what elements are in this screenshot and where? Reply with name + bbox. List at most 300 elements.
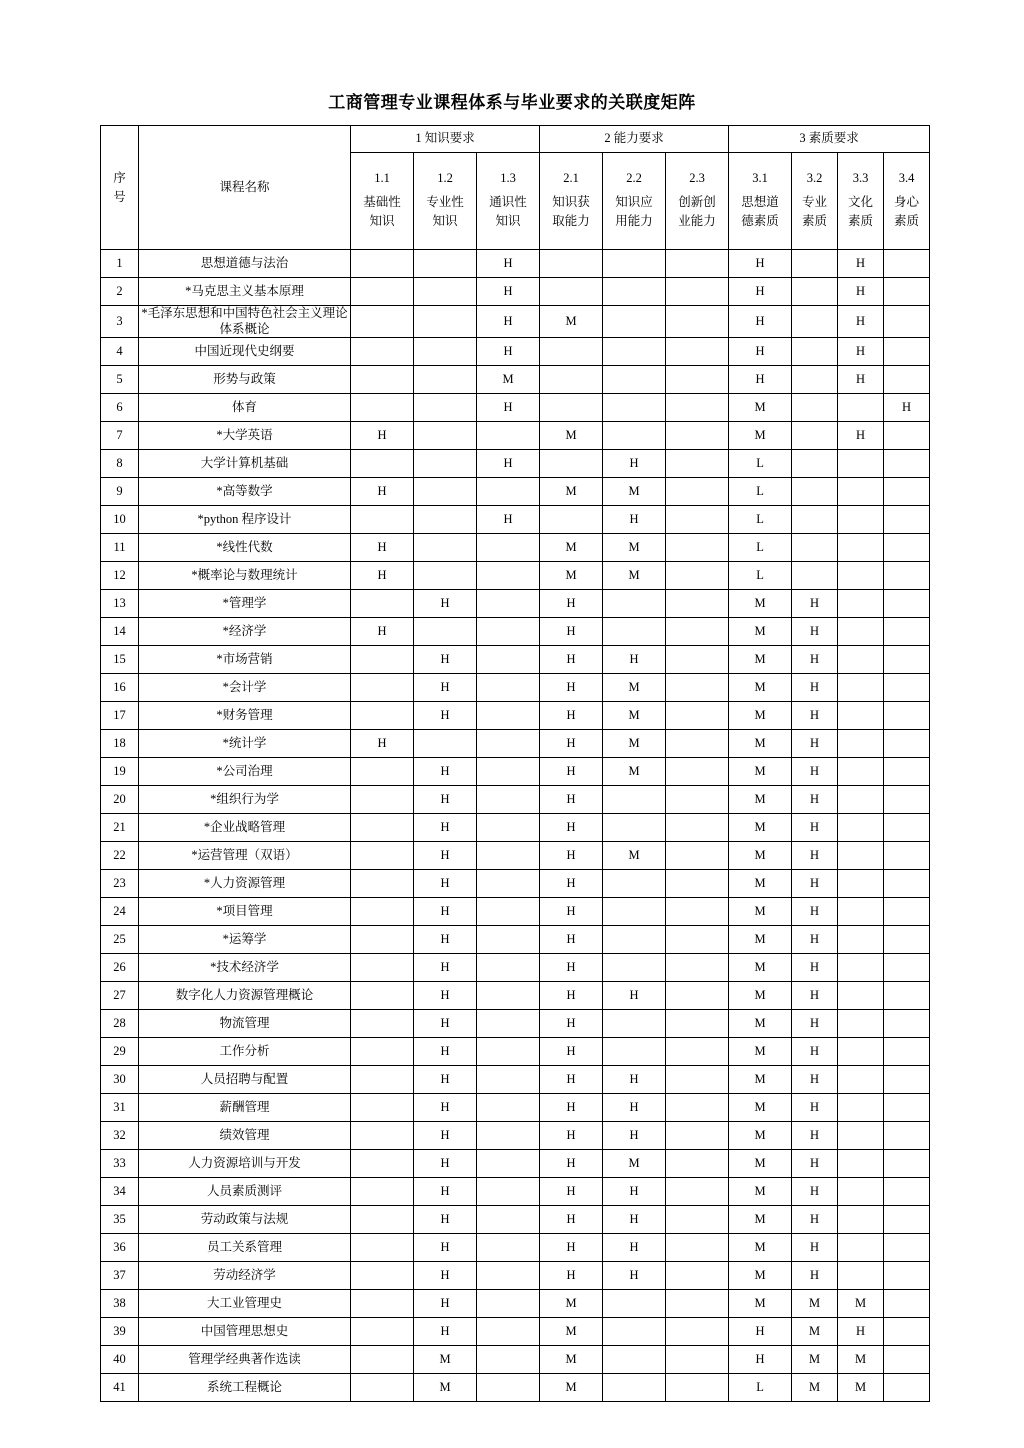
- row-value-cell: [792, 450, 838, 478]
- row-course-name: *大学英语: [139, 422, 351, 450]
- row-value-cell: [792, 366, 838, 394]
- row-value-cell: [351, 674, 414, 702]
- row-value-cell: [792, 562, 838, 590]
- row-value-cell: H: [540, 870, 603, 898]
- row-value-cell: [792, 278, 838, 306]
- row-value-cell: [351, 1122, 414, 1150]
- row-value-cell: H: [603, 646, 666, 674]
- row-value-cell: [414, 394, 477, 422]
- row-value-cell: H: [414, 842, 477, 870]
- row-value-cell: [603, 1318, 666, 1346]
- row-value-cell: [477, 814, 540, 842]
- row-value-cell: [477, 618, 540, 646]
- row-value-cell: [884, 1038, 930, 1066]
- row-value-cell: M: [603, 702, 666, 730]
- row-value-cell: H: [792, 618, 838, 646]
- table-row: [101, 674, 930, 702]
- row-value-cell: [603, 786, 666, 814]
- row-index: 30: [101, 1066, 139, 1094]
- row-value-cell: H: [414, 926, 477, 954]
- row-value-cell: [351, 786, 414, 814]
- row-value-cell: [838, 1150, 884, 1178]
- row-value-cell: [838, 1234, 884, 1262]
- row-value-cell: [666, 422, 729, 450]
- row-value-cell: H: [414, 1038, 477, 1066]
- row-value-cell: [838, 646, 884, 674]
- row-value-cell: [884, 1066, 930, 1094]
- row-value-cell: H: [792, 926, 838, 954]
- row-value-cell: H: [540, 758, 603, 786]
- header-col-2-1: 2.1 知识获 取能力: [540, 153, 603, 250]
- row-value-cell: M: [729, 926, 792, 954]
- row-value-cell: [792, 534, 838, 562]
- row-value-cell: [838, 590, 884, 618]
- row-value-cell: H: [792, 1234, 838, 1262]
- row-value-cell: H: [792, 814, 838, 842]
- row-value-cell: [351, 1290, 414, 1318]
- row-value-cell: [884, 646, 930, 674]
- row-value-cell: [838, 394, 884, 422]
- row-value-cell: [477, 758, 540, 786]
- row-value-cell: [603, 898, 666, 926]
- header-index: [101, 126, 139, 250]
- row-value-cell: [666, 646, 729, 674]
- row-value-cell: [351, 366, 414, 394]
- row-value-cell: H: [603, 1178, 666, 1206]
- table-row: [101, 562, 930, 590]
- row-value-cell: [603, 1010, 666, 1038]
- row-course-name: *管理学: [139, 590, 351, 618]
- row-value-cell: [351, 646, 414, 674]
- row-value-cell: [351, 306, 414, 338]
- table-row: [101, 534, 930, 562]
- row-value-cell: [540, 394, 603, 422]
- row-index: 23: [101, 870, 139, 898]
- row-value-cell: [666, 814, 729, 842]
- row-value-cell: [477, 730, 540, 758]
- row-course-name: *技术经济学: [139, 954, 351, 982]
- row-value-cell: [884, 534, 930, 562]
- row-value-cell: H: [603, 1262, 666, 1290]
- row-value-cell: [666, 278, 729, 306]
- page-title: 工商管理专业课程体系与毕业要求的关联度矩阵: [328, 93, 696, 112]
- table-row: [101, 1038, 930, 1066]
- row-value-cell: M: [729, 758, 792, 786]
- table-row: [101, 306, 930, 338]
- row-value-cell: [666, 1038, 729, 1066]
- row-value-cell: M: [729, 898, 792, 926]
- row-value-cell: [477, 702, 540, 730]
- table-row: [101, 366, 930, 394]
- row-value-cell: [666, 1346, 729, 1374]
- row-value-cell: M: [603, 478, 666, 506]
- row-value-cell: H: [540, 702, 603, 730]
- row-value-cell: [666, 1318, 729, 1346]
- row-value-cell: [603, 366, 666, 394]
- group-header-row: [101, 126, 930, 153]
- row-value-cell: [477, 898, 540, 926]
- row-course-name: 中国管理思想史: [139, 1318, 351, 1346]
- row-value-cell: H: [414, 1318, 477, 1346]
- row-course-name: *人力资源管理: [139, 870, 351, 898]
- row-value-cell: H: [414, 954, 477, 982]
- row-value-cell: [603, 278, 666, 306]
- row-value-cell: [351, 926, 414, 954]
- row-value-cell: M: [729, 1066, 792, 1094]
- row-value-cell: H: [414, 1122, 477, 1150]
- row-value-cell: H: [540, 842, 603, 870]
- header-col-1-3: 1.3 通识性 知识: [477, 153, 540, 250]
- row-value-cell: [666, 898, 729, 926]
- row-value-cell: M: [729, 1038, 792, 1066]
- row-value-cell: H: [540, 674, 603, 702]
- row-value-cell: H: [540, 786, 603, 814]
- row-value-cell: [838, 898, 884, 926]
- row-value-cell: [477, 1038, 540, 1066]
- row-value-cell: [666, 702, 729, 730]
- row-value-cell: H: [792, 982, 838, 1010]
- row-value-cell: H: [603, 1066, 666, 1094]
- row-course-name: *概率论与数理统计: [139, 562, 351, 590]
- row-value-cell: [477, 674, 540, 702]
- row-value-cell: M: [729, 786, 792, 814]
- row-value-cell: H: [838, 306, 884, 338]
- table-row: [101, 870, 930, 898]
- row-value-cell: M: [729, 646, 792, 674]
- row-value-cell: [414, 278, 477, 306]
- row-course-name: 数字化人力资源管理概论: [139, 982, 351, 1010]
- table-row: [101, 926, 930, 954]
- row-value-cell: [838, 534, 884, 562]
- row-value-cell: [666, 534, 729, 562]
- row-value-cell: [666, 590, 729, 618]
- row-course-name: 薪酬管理: [139, 1094, 351, 1122]
- row-value-cell: [838, 478, 884, 506]
- row-course-name: 物流管理: [139, 1010, 351, 1038]
- table-row: [101, 1150, 930, 1178]
- row-index: 20: [101, 786, 139, 814]
- table-row: [101, 450, 930, 478]
- row-value-cell: H: [792, 646, 838, 674]
- row-value-cell: H: [477, 394, 540, 422]
- row-value-cell: M: [603, 758, 666, 786]
- row-value-cell: [666, 842, 729, 870]
- row-value-cell: H: [477, 450, 540, 478]
- row-value-cell: [351, 842, 414, 870]
- row-value-cell: [603, 870, 666, 898]
- row-index: 6: [101, 394, 139, 422]
- row-value-cell: H: [729, 1318, 792, 1346]
- row-value-cell: M: [477, 366, 540, 394]
- table-row: [101, 814, 930, 842]
- row-value-cell: M: [729, 954, 792, 982]
- table-row: [101, 982, 930, 1010]
- row-value-cell: [351, 1038, 414, 1066]
- row-value-cell: H: [792, 1178, 838, 1206]
- row-index: 16: [101, 674, 139, 702]
- row-value-cell: [477, 926, 540, 954]
- row-value-cell: [838, 1178, 884, 1206]
- row-value-cell: [666, 1374, 729, 1402]
- row-value-cell: H: [540, 1066, 603, 1094]
- row-course-name: 大学计算机基础: [139, 450, 351, 478]
- row-value-cell: [540, 278, 603, 306]
- row-value-cell: M: [729, 1122, 792, 1150]
- row-index: 31: [101, 1094, 139, 1122]
- row-value-cell: H: [603, 450, 666, 478]
- row-value-cell: [603, 1374, 666, 1402]
- row-value-cell: H: [540, 590, 603, 618]
- row-value-cell: [666, 1290, 729, 1318]
- header-col-2-2: 2.2 知识应 用能力: [603, 153, 666, 250]
- row-value-cell: [351, 1010, 414, 1038]
- row-value-cell: H: [414, 1206, 477, 1234]
- table-row: [101, 1206, 930, 1234]
- row-value-cell: [666, 618, 729, 646]
- row-value-cell: L: [729, 478, 792, 506]
- row-value-cell: [351, 1262, 414, 1290]
- row-value-cell: H: [477, 250, 540, 278]
- row-value-cell: M: [603, 1150, 666, 1178]
- row-value-cell: [351, 1206, 414, 1234]
- row-value-cell: [838, 1122, 884, 1150]
- row-value-cell: [351, 1094, 414, 1122]
- row-value-cell: H: [540, 954, 603, 982]
- row-value-cell: [666, 394, 729, 422]
- row-value-cell: [838, 562, 884, 590]
- row-value-cell: [884, 1206, 930, 1234]
- row-value-cell: [884, 1094, 930, 1122]
- row-index: 17: [101, 702, 139, 730]
- header-group-ability: 2 能力要求: [540, 126, 729, 153]
- row-course-name: 人员素质测评: [139, 1178, 351, 1206]
- row-value-cell: M: [838, 1290, 884, 1318]
- row-value-cell: [884, 1290, 930, 1318]
- row-value-cell: H: [414, 646, 477, 674]
- row-value-cell: [666, 786, 729, 814]
- row-value-cell: [838, 1038, 884, 1066]
- row-course-name: 人员招聘与配置: [139, 1066, 351, 1094]
- row-value-cell: [414, 250, 477, 278]
- row-value-cell: [666, 1234, 729, 1262]
- row-value-cell: H: [884, 394, 930, 422]
- table-row: [101, 1094, 930, 1122]
- table-body: [101, 250, 930, 1402]
- row-value-cell: [351, 1374, 414, 1402]
- row-value-cell: H: [792, 1038, 838, 1066]
- row-value-cell: [666, 758, 729, 786]
- row-value-cell: [884, 898, 930, 926]
- row-value-cell: H: [540, 814, 603, 842]
- row-value-cell: H: [540, 1094, 603, 1122]
- header-col-1-2: 1.2 专业性 知识: [414, 153, 477, 250]
- row-value-cell: H: [838, 1318, 884, 1346]
- row-value-cell: [540, 250, 603, 278]
- row-value-cell: [884, 1234, 930, 1262]
- row-value-cell: H: [792, 898, 838, 926]
- row-value-cell: [884, 842, 930, 870]
- row-value-cell: [414, 366, 477, 394]
- row-index: 37: [101, 1262, 139, 1290]
- row-value-cell: [603, 590, 666, 618]
- header-col-3-4: 3.4 身心 素质: [884, 153, 930, 250]
- row-value-cell: [477, 786, 540, 814]
- row-course-name: *会计学: [139, 674, 351, 702]
- header-index-line-2: 号: [113, 189, 126, 204]
- row-value-cell: [884, 1122, 930, 1150]
- row-value-cell: H: [792, 1094, 838, 1122]
- row-value-cell: [838, 1010, 884, 1038]
- row-value-cell: M: [838, 1374, 884, 1402]
- row-index: 14: [101, 618, 139, 646]
- row-value-cell: [414, 306, 477, 338]
- row-value-cell: [792, 338, 838, 366]
- row-value-cell: H: [351, 478, 414, 506]
- row-course-name: 中国近现代史纲要: [139, 338, 351, 366]
- row-value-cell: H: [792, 954, 838, 982]
- row-value-cell: H: [729, 338, 792, 366]
- row-index: 26: [101, 954, 139, 982]
- row-value-cell: [540, 366, 603, 394]
- row-value-cell: H: [414, 982, 477, 1010]
- row-value-cell: [351, 1066, 414, 1094]
- row-course-name: 劳动政策与法规: [139, 1206, 351, 1234]
- row-value-cell: M: [729, 1290, 792, 1318]
- row-value-cell: [838, 1066, 884, 1094]
- row-value-cell: H: [792, 1010, 838, 1038]
- table-row: [101, 250, 930, 278]
- row-value-cell: H: [414, 590, 477, 618]
- row-value-cell: H: [792, 730, 838, 758]
- row-value-cell: H: [540, 618, 603, 646]
- row-value-cell: [884, 954, 930, 982]
- row-value-cell: H: [414, 674, 477, 702]
- row-value-cell: H: [351, 534, 414, 562]
- row-value-cell: [477, 422, 540, 450]
- row-value-cell: H: [603, 506, 666, 534]
- row-value-cell: [603, 338, 666, 366]
- header-group-quality: 3 素质要求: [729, 126, 930, 153]
- row-value-cell: [351, 250, 414, 278]
- row-value-cell: M: [729, 1150, 792, 1178]
- row-value-cell: M: [603, 842, 666, 870]
- row-value-cell: [884, 1150, 930, 1178]
- row-value-cell: [666, 954, 729, 982]
- row-value-cell: [884, 450, 930, 478]
- row-value-cell: [477, 842, 540, 870]
- row-value-cell: H: [414, 1262, 477, 1290]
- row-value-cell: H: [729, 1346, 792, 1374]
- row-course-name: *线性代数: [139, 534, 351, 562]
- row-value-cell: M: [414, 1346, 477, 1374]
- row-value-cell: [884, 422, 930, 450]
- row-value-cell: [477, 534, 540, 562]
- row-value-cell: [838, 814, 884, 842]
- table-row: [101, 394, 930, 422]
- row-value-cell: [884, 730, 930, 758]
- row-value-cell: [414, 618, 477, 646]
- row-value-cell: H: [414, 1234, 477, 1262]
- row-value-cell: H: [414, 1150, 477, 1178]
- row-index: 9: [101, 478, 139, 506]
- row-value-cell: [477, 1178, 540, 1206]
- table-row: [101, 1374, 930, 1402]
- row-index: 36: [101, 1234, 139, 1262]
- row-index: 27: [101, 982, 139, 1010]
- row-value-cell: [666, 450, 729, 478]
- row-value-cell: [351, 590, 414, 618]
- table-row: [101, 1178, 930, 1206]
- row-value-cell: [477, 1234, 540, 1262]
- header-col-3-1: 3.1 思想道 德素质: [729, 153, 792, 250]
- row-index: 10: [101, 506, 139, 534]
- row-index: 35: [101, 1206, 139, 1234]
- row-value-cell: [351, 954, 414, 982]
- row-value-cell: H: [414, 1290, 477, 1318]
- table-row: [101, 1346, 930, 1374]
- table-row: [101, 842, 930, 870]
- row-value-cell: M: [729, 590, 792, 618]
- row-value-cell: M: [603, 674, 666, 702]
- row-value-cell: M: [414, 1374, 477, 1402]
- row-value-cell: [351, 702, 414, 730]
- row-value-cell: [666, 674, 729, 702]
- row-value-cell: [666, 730, 729, 758]
- row-value-cell: [477, 1122, 540, 1150]
- row-value-cell: [666, 1150, 729, 1178]
- row-value-cell: [603, 250, 666, 278]
- row-value-cell: H: [414, 1010, 477, 1038]
- row-value-cell: M: [729, 702, 792, 730]
- row-value-cell: H: [603, 982, 666, 1010]
- row-value-cell: [351, 814, 414, 842]
- row-value-cell: H: [540, 1178, 603, 1206]
- row-index: 1: [101, 250, 139, 278]
- row-value-cell: [351, 450, 414, 478]
- row-value-cell: [884, 982, 930, 1010]
- row-value-cell: [884, 814, 930, 842]
- table-row: [101, 1010, 930, 1038]
- row-value-cell: [792, 478, 838, 506]
- row-value-cell: [477, 1318, 540, 1346]
- row-value-cell: [477, 646, 540, 674]
- row-value-cell: [351, 1150, 414, 1178]
- row-value-cell: [884, 278, 930, 306]
- row-value-cell: [884, 618, 930, 646]
- row-course-name: *运营管理（双语）: [139, 842, 351, 870]
- row-value-cell: H: [540, 646, 603, 674]
- row-value-cell: H: [351, 730, 414, 758]
- row-value-cell: L: [729, 562, 792, 590]
- row-index: 4: [101, 338, 139, 366]
- row-index: 2: [101, 278, 139, 306]
- row-value-cell: [792, 306, 838, 338]
- row-value-cell: [603, 394, 666, 422]
- row-value-cell: [884, 306, 930, 338]
- row-index: 24: [101, 898, 139, 926]
- row-index: 11: [101, 534, 139, 562]
- row-course-name: 体育: [139, 394, 351, 422]
- row-value-cell: [666, 562, 729, 590]
- row-value-cell: [666, 1262, 729, 1290]
- row-value-cell: [838, 450, 884, 478]
- header-index-line-1: 序: [113, 171, 126, 186]
- header-group-knowledge: 1 知识要求: [351, 126, 540, 153]
- row-value-cell: [351, 1346, 414, 1374]
- row-value-cell: [351, 394, 414, 422]
- row-value-cell: [603, 926, 666, 954]
- row-value-cell: [414, 506, 477, 534]
